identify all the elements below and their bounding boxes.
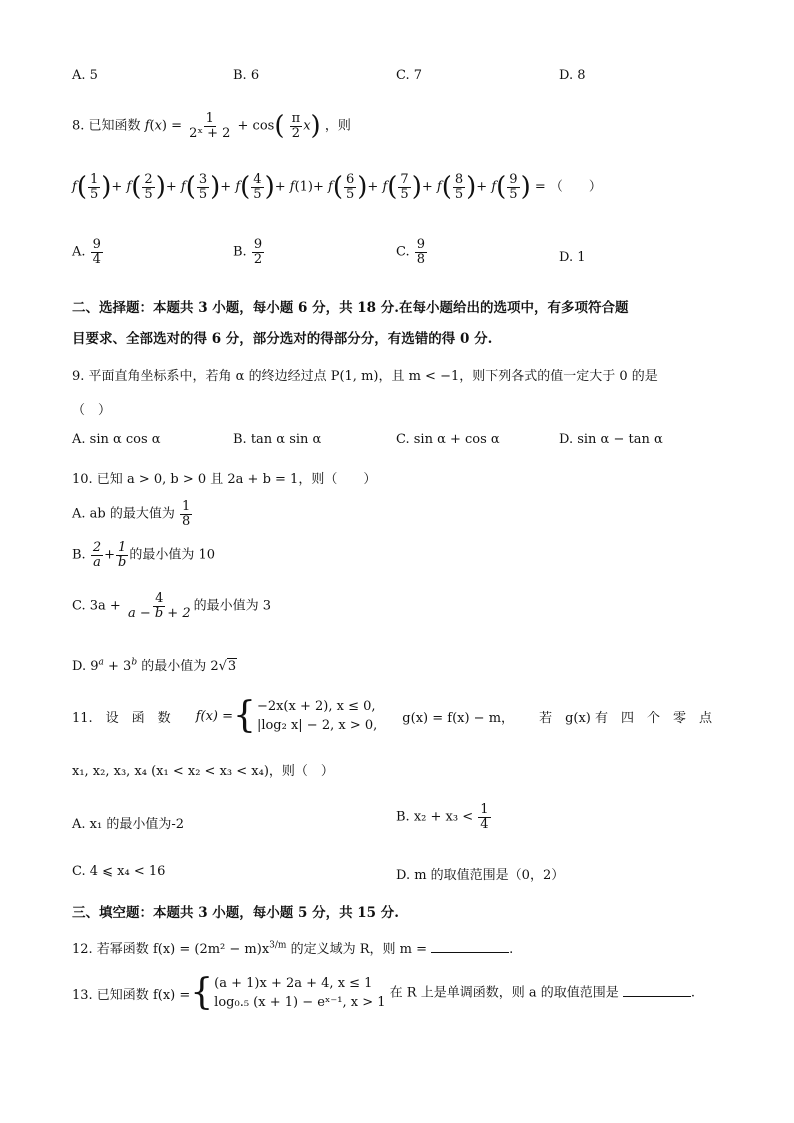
q11-b-pre: B. x₂ + x₃ < xyxy=(396,809,474,825)
q8-term-den: 5 xyxy=(253,186,262,202)
q13-case1: (a + 1)x + 2a + 4, x ≤ 1 xyxy=(214,976,373,991)
q8-term-frac xyxy=(507,173,519,201)
q8-term: f xyxy=(491,179,497,195)
q8-term-num: 6 xyxy=(345,172,355,187)
section3-heading: 三、填空题：本题共 3 小题，每小题 5 分，共 15 分. xyxy=(72,905,399,921)
q8-frac-den: 2ˣ + 2 xyxy=(189,125,231,141)
q10-c-tail: 的最小值为 3 xyxy=(193,598,272,614)
q8-term: f xyxy=(180,179,186,195)
q12-end: . xyxy=(509,942,514,957)
q10-b-frac2 xyxy=(116,541,128,569)
q8-term-frac xyxy=(344,173,356,201)
q8-term: f xyxy=(382,179,388,195)
q11-f-label: f(x) = xyxy=(195,708,234,724)
q10-b-tail: 的最小值为 10 xyxy=(129,547,216,563)
q9-option-a: A. sin α cos α xyxy=(72,432,161,447)
q8-opt-a-label: A. xyxy=(72,244,86,260)
q13-answer-blank[interactable] xyxy=(623,996,691,997)
q8-term: f xyxy=(289,179,295,195)
q8-opt-a-den: 4 xyxy=(92,251,101,267)
q13-piecewise: 13. 已知函数 f(x) = { (a + 1)x + 2a + 4, x ≤ 1 log₀.₅ (x + 1) − eˣ⁻¹, x > 1 xyxy=(72,972,386,1013)
q8-sum-tail: = （ ） xyxy=(530,179,602,195)
q8-term-den: 5 xyxy=(454,186,464,202)
q11-option-c: C. 4 ⩽ x₄ < 16 xyxy=(72,864,166,879)
q8-option-c xyxy=(396,238,428,266)
section2-line1: 二、选择题：本题共 3 小题，每小题 6 分，共 18 分.在每小题给出的选项中，有多项符合题 xyxy=(72,300,629,316)
q8-cos-fraction xyxy=(290,112,303,140)
q8-tail: ，则 xyxy=(324,118,351,134)
q13-pre: 13. 已知函数 f(x) = xyxy=(72,987,191,1003)
q12-answer-blank[interactable] xyxy=(431,952,509,953)
q11-option-a: A. x₁ 的最小值为-2 xyxy=(72,817,184,832)
q10-a-num: 1 xyxy=(182,499,191,514)
q13-case2: log₀.₅ (x + 1) − eˣ⁻¹, x > 1 xyxy=(214,995,386,1010)
q8-term: f xyxy=(126,179,132,195)
q11-b-den: 4 xyxy=(480,816,489,832)
q10-c-den: a − b + 2 xyxy=(127,605,191,621)
q8-term-den: 5 xyxy=(509,186,518,202)
q10-c-num: 4 xyxy=(155,591,164,606)
q10-d-mid: + 3 xyxy=(103,659,132,674)
q8-option-d: D. 1 xyxy=(559,250,586,265)
q8-term-num: 3 xyxy=(198,172,208,187)
q8-cos-den: 2 xyxy=(291,125,301,141)
q10-b-frac1 xyxy=(91,541,103,569)
q10-a-den: 8 xyxy=(182,513,191,529)
q8-term: f xyxy=(235,179,241,195)
q11-line2: x₁, x₂, x₃, x₄ (x₁ < x₂ < x₃ < x₄)，则（ ） xyxy=(72,764,334,779)
q10-c-frac xyxy=(126,592,193,620)
q8-term-frac xyxy=(142,173,154,201)
q8-opt-c-num: 9 xyxy=(416,237,426,252)
q8-opt-c-den: 8 xyxy=(416,251,426,267)
q8-term-frac xyxy=(88,173,100,201)
q8-opt-c-label: C. xyxy=(396,244,410,260)
q10-option-a xyxy=(72,500,193,528)
q8-opt-b-den: 2 xyxy=(253,251,263,267)
q9-paren: （ ） xyxy=(72,403,112,418)
q8-term-den: 5 xyxy=(198,186,208,202)
q8-term-den: 5 xyxy=(144,186,153,202)
q10-a-text: A. ab 的最大值为 xyxy=(72,506,175,522)
q12-pre: 12. 若幂函数 f(x) = (2m² − m)x xyxy=(72,942,270,957)
q10-b-d2: b xyxy=(118,554,127,570)
q8-fraction xyxy=(187,112,232,140)
q8-term-num: 2 xyxy=(144,172,153,187)
q8-term-num: 9 xyxy=(509,172,518,187)
q7-option-a: A. 5 xyxy=(72,68,98,83)
q8-opt-b-label: B. xyxy=(233,244,247,260)
q8-cos-num: π xyxy=(291,111,301,126)
q11-case1: −2x(x + 2), x ≤ 0, xyxy=(256,699,376,714)
q10-d-root: 3 xyxy=(227,659,237,674)
q10-b-plus: + xyxy=(104,547,116,563)
section2-line2: 目要求、全部选对的得 6 分，部分选对的得部分分，有选错的得 0 分. xyxy=(72,331,493,347)
q8-mid-arg: (1) xyxy=(294,179,313,195)
q13-tail: 在 R 上是单调函数，则 a 的取值范围是 xyxy=(389,985,619,1001)
q10-d-sup1: a xyxy=(98,657,104,668)
q8-cos: + cos xyxy=(237,118,275,134)
q8-term-den: 5 xyxy=(89,186,99,202)
q11-lead: 11. 设 函 数 xyxy=(72,710,171,726)
q9-option-c: C. sin α + cos α xyxy=(396,432,500,447)
q8-term-num: 1 xyxy=(89,172,99,187)
q8-opt-c-frac xyxy=(415,238,427,266)
q8-opt-a-frac xyxy=(91,238,103,266)
q10-d-pre: D. 9 xyxy=(72,659,99,674)
q8-term-frac xyxy=(197,173,209,201)
q8-opt-b-frac xyxy=(252,238,264,266)
q7-option-b: B. 6 xyxy=(233,68,260,83)
q7-option-d: D. 8 xyxy=(559,68,586,83)
q8-term-frac xyxy=(251,173,263,201)
q8-eq: = xyxy=(167,118,187,134)
q8-term-den: 5 xyxy=(400,186,409,202)
q11-b-num: 1 xyxy=(480,802,489,817)
q8-stem: 8. 已知函数 f(x) = $\frac{1}{\text{2ˣ + 2}}$ + cos( $\frac{\pi}{2}$ x) ，则 xyxy=(72,111,351,142)
q10-option-d xyxy=(72,655,237,674)
q10-b-n1: 2 xyxy=(92,540,102,555)
q8-frac-num: 1 xyxy=(205,111,214,126)
q9-option-d: D. sin α − tan α xyxy=(559,432,663,447)
q10-b-d1: a xyxy=(93,554,101,570)
q10-c-pre: C. 3a + xyxy=(72,598,121,614)
q8-term-num: 4 xyxy=(253,172,262,187)
q8-opt-b-num: 9 xyxy=(253,237,263,252)
q8-opt-a-num: 9 xyxy=(92,237,101,252)
q11-option-b xyxy=(396,803,492,831)
q11-stem xyxy=(72,697,712,735)
q11-g-def: g(x) = f(x) − m， xyxy=(402,710,515,726)
q8-term: f xyxy=(328,179,333,195)
q8-term: f xyxy=(72,179,77,195)
q8-term-den: 5 xyxy=(345,186,355,202)
q12-tail: 的定义域为 R，则 m = xyxy=(286,942,427,957)
q11-option-d: D. m 的取值范围是（0，2） xyxy=(396,868,565,883)
q8-sum: f( $\frac{1}{5}$ )+ f( $\frac{2}{5}$ )+ f( $\frac{3}{5}$ )+ f( $\frac{4}{5}$ )+ f(1)+ f( $\frac{6}{5}$ )+ f( $\frac{7}{5}$ )+ f( $\frac{8}{5}$ )+ f( $\frac{9}{5}$ ) = （ ） xyxy=(72,172,602,203)
q10-b-n2: 1 xyxy=(118,540,127,555)
q10-option-b xyxy=(72,541,215,569)
q10-stem: 10. 已知 a > 0, b > 0 且 2a + b = 1，则（ ） xyxy=(72,472,377,487)
q9-option-b: B. tan α sin α xyxy=(233,432,322,447)
q11-tail: 若 g(x) 有 四 个 零 点 xyxy=(539,710,712,726)
sqrt-icon: √ xyxy=(218,659,227,674)
q9-stem: 9. 平面直角坐标系中，若角 α 的终边经过点 P(1, m)，且 m < −1，则下列各式的值一定大于 0 的是 xyxy=(72,369,658,384)
q8-option-b xyxy=(233,238,265,266)
q8-func: f xyxy=(144,118,150,134)
q13-end: . xyxy=(690,985,696,1001)
q8-term-num: 8 xyxy=(454,172,464,187)
q13-stem xyxy=(72,974,695,1012)
q7-option-c: C. 7 xyxy=(396,68,423,83)
q10-d-tail: 的最小值为 2 xyxy=(137,659,219,674)
q8-option-a xyxy=(72,238,104,266)
q10-d-sup2: b xyxy=(131,657,138,668)
q11-case2: |log₂ x| − 2, x > 0, xyxy=(256,718,378,733)
q8-cos-var: x xyxy=(303,118,311,134)
q8-term: f xyxy=(436,179,442,195)
q10-option-c xyxy=(72,592,271,620)
q12-exponent: 3/m xyxy=(269,940,287,951)
q11-piecewise: f(x) = { −2x(x + 2), x ≤ 0, |log₂ x| − 2, x > 0, xyxy=(195,695,378,736)
q10-b-label: B. xyxy=(72,547,86,563)
q8-term-frac xyxy=(398,173,410,201)
q11-b-frac xyxy=(478,803,490,831)
q8-lead: 8. 已知函数 xyxy=(72,118,141,134)
q10-a-frac xyxy=(180,500,192,528)
q12-stem xyxy=(72,938,513,957)
q8-term-frac xyxy=(453,173,465,201)
q8-term-num: 7 xyxy=(400,172,409,187)
q8-var: x xyxy=(154,118,162,134)
